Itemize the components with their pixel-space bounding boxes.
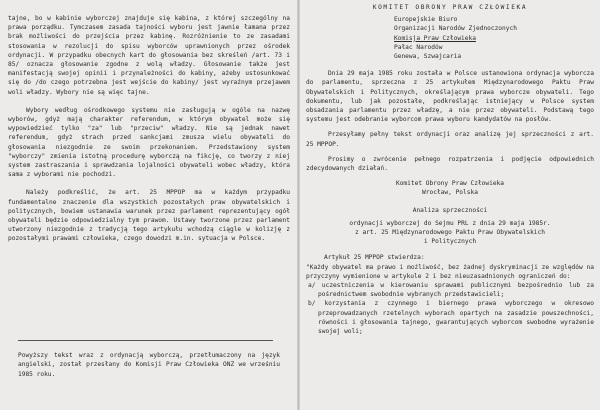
analysis-heading-line: i Politycznych	[423, 238, 477, 246]
addressee-line: Genewa, Szwajcaria	[394, 53, 462, 61]
article-point-a: a/ uczestniczenia w kierowaniu sprawami publicznymi bezpośrednio lub za pośrednictwem swobodnie wybranych przedstawicieli;	[308, 282, 594, 299]
left-paragraph-1: tajne, bo w kabinie wyborczej znajduje się kabina, z której szczególny na prawa porządku. Tymczasem zasada tajności wyboru jest jawnie łamana przez brak możliwości do przejścia przez kabinę. Rozróżnienie to ze zasadami stosowania w rezolucji do spisu wyborców uprawnionych przez ośrodek ordynacji. W przypadku obecnych kart do głosowania bez skreśleń /art. 73 i 85/ oznacza głosowanie zgodne z wolą władzy. Głosowanie także jest manifestacją swojej opinii i przynależności do kabiny, ażeby ustosunkować się do /do czego potrzebna jest wejście do kabiny/ jest wyraźnym przejawem woli władzy. Wybory nie są więc tajne.	[8, 15, 290, 96]
signature-line: Wrocław, Polska	[422, 189, 478, 197]
page-fold	[297, 0, 300, 410]
analysis-heading-line: ordynacji wyborczej do Sejmu PRL z dnia 29 maja 1985r.	[349, 219, 551, 227]
left-paragraph-3: Należy podkreślić, że art. 25 MPPOP ma w każdym przypadku fundamentalne znaczenie dla wszystkich pozostałych praw obywatelskich i politycznych, bowiem ustanawia warunek przez parlament reprezentujący ogół obywateli będzie odpowiedzialny tym prawom. Ustawy tworzone przez parlament utworzony niezgodnie z tradycją tego artykułu wchodzą ciągle w kolizję z pozostałymi prawami człowieka, czego dowodzi m.in. sytuacja w Polsce.	[8, 189, 290, 243]
analysis-heading	[306, 206, 594, 247]
addressee-line: Pałac Narodów	[394, 43, 443, 51]
left-page	[8, 0, 290, 410]
letter-paragraph-3: Prosimy o zwrócenie pełnego rozpatrzenia i podjęcie odpowiednich zdecydowanych działań.	[306, 155, 594, 173]
signature-block	[306, 179, 594, 197]
signature-line: Komitet Obrony Praw Człowieka	[395, 180, 505, 188]
letter-paragraph-2: Przesyłamy pełny tekst ordynacji oraz analizę jej sprzeczności z art. 25 MPPOP.	[306, 131, 594, 148]
article-intro: Artykuł 25 MPPOP stwierdza:	[324, 254, 425, 262]
right-page	[306, 0, 594, 410]
note-divider	[18, 340, 273, 341]
committee-title: KOMITET OBRONY PRAW CZŁOWIEKA	[372, 4, 528, 11]
analysis-heading-line: z art. 25 Międzynarodowego Paktu Praw Obywatelskich	[355, 229, 545, 237]
left-paragraph-2: Wybory według ośrodkowego systemu nie zasługują w ogóle na nazwę wyborów, gdyż mają charakter referendum, w którym obywatel może się wypowiedzieć tylko "za" lub "przeciw" władzy. Nie są jednak nawet referendum, gdyż strach przed sankcjami zmusza wielu obywateli do głosowania niezgodnie ze swoim przekonaniem. Przedstawiony system "wyborczy" zmienia istotną procedurę wyborczą na fikcję, co tworzy z niej system zastraszania i sprawdzania lojalności obywateli wobec władzy, która sama z wyborami nie pochodzi.	[8, 106, 290, 179]
article-quote: "Każdy obywatel ma prawo i możliwość, bez żadnej dyskryminacji ze względów na przyczyny wymienione w artykule 2 i bez nieuzasadnionych ograniczeń do:	[306, 263, 594, 280]
addressee-line: Europejskie Biuro	[394, 16, 458, 24]
translation-note: Powyższy tekst wraz z ordynacją wyborczą, przetłumaczony na język angielski, został przesłany do Komisji Praw Człowieka ONZ we wrześniu 1985 roku.	[18, 352, 280, 378]
addressee-line: Organizacji Narodów Zjednoczonych	[394, 25, 517, 33]
letter-paragraph-1: Dnia 29 maja 1985 roku została w Polsce ustanowiona ordynacja wyborcza do parlamentu, sprzeczna z 25 artykułem Międzynarodowego Paktu Praw Obywatelskich i Politycznych, określającym prawa wyborcze obywateli. Tego dokumentu, lub jak pozostałe, podkreślając istniejący w Polsce system obsadzania parlamentu przez władzę, a nie przez obywateli. Podstawą tego systemu jest odebranie wyborcom prawa wyboru kandydatów na posłów.	[306, 70, 594, 124]
addressee-block	[306, 15, 594, 61]
analysis-heading-line: Analiza sprzeczności	[412, 206, 488, 214]
article-point-b: b/ korzystania z czynnego i biernego prawa wyborczego w okresowo przeprowadzanych rzetelnych wyborach opartych na zasadzie powszechności, równości i głosowania tajnego, gwarantujących wyborcom swobodne wyrażenie swojej woli;	[308, 300, 594, 336]
addressee-line: Komisja Praw Człowieka	[394, 34, 476, 42]
